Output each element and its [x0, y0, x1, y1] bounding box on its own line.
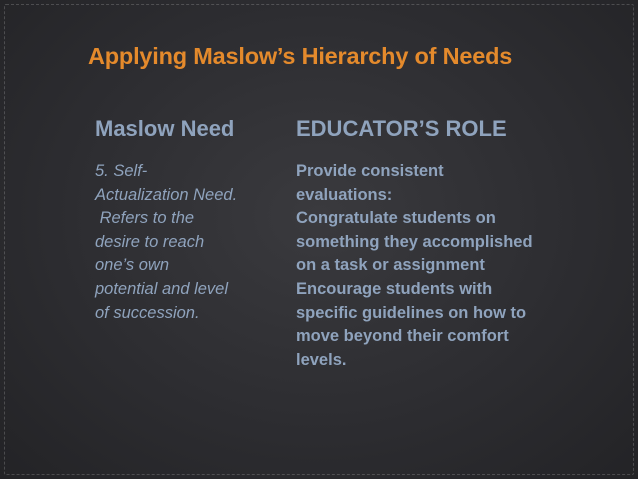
role-line: Congratulate students on [296, 209, 496, 228]
role-line: specific guidelines on how to [296, 303, 527, 322]
need-line: Refers to the [95, 209, 195, 228]
role-line: move beyond their comfort [296, 327, 509, 346]
role-line: levels. [296, 350, 347, 369]
role-line: something they accomplished [296, 232, 533, 251]
role-line: evaluations: [296, 185, 393, 204]
need-line: of succession. [95, 303, 200, 322]
maslow-need-header: Maslow Need [95, 116, 235, 141]
need-line: potential and level [95, 279, 229, 298]
role-line: on a task or assignment [296, 256, 485, 275]
educator-role-header: EDUCATOR’S ROLE [296, 116, 507, 141]
need-line: one’s own [95, 256, 170, 275]
need-line: Actualization Need. [95, 185, 238, 204]
need-line: 5. Self- [95, 162, 148, 180]
slide-title: Applying Maslow’s Hierarchy of Needs [88, 43, 513, 69]
need-line: desire to reach [95, 232, 205, 251]
maslow-need-description [95, 160, 291, 325]
role-line: Encourage students with [296, 279, 493, 298]
role-line: Provide consistent [296, 162, 444, 180]
educator-role-description [296, 160, 586, 372]
